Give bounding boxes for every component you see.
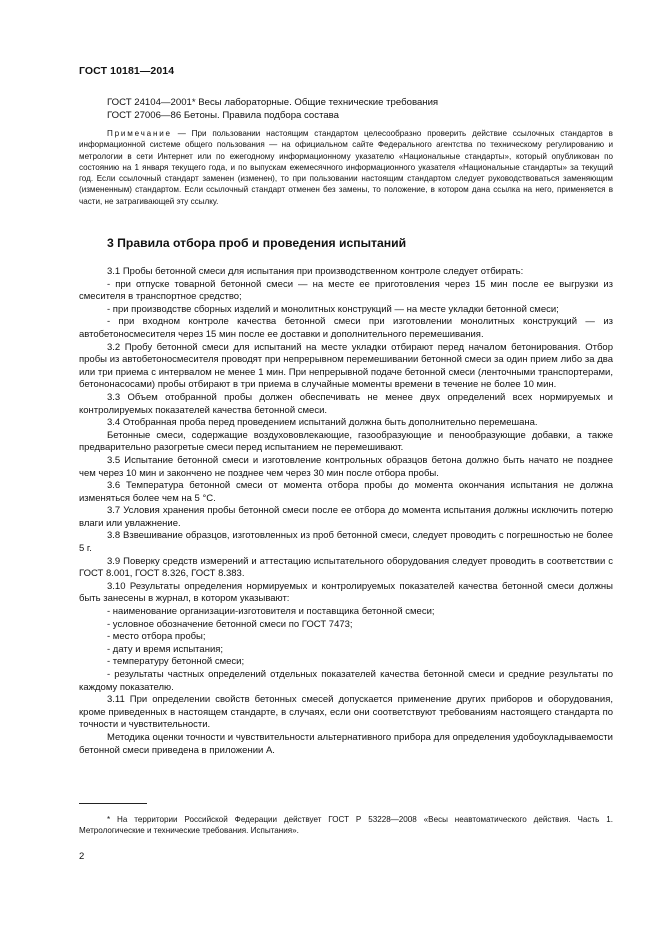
reference-item: ГОСТ 24104—2001* Весы лабораторные. Общие технические требования [107,97,439,108]
paragraph: Методика оценки точности и чувствительности альтернативного прибора для определения удобоукладываемости бетонной смеси приведена в приложении А. [79,731,613,756]
normative-references [107,96,438,122]
list-item: - наименование организации-изготовителя и поставщика бетонной смеси; [107,606,435,618]
page-number: 2 [79,851,85,862]
list-item: - температуру бетонной смеси; [107,656,245,668]
paragraph: 3.2 Пробу бетонной смеси для испытаний на месте укладки отбирают перед началом бетонирования. Отбор пробы из автобетоносмесителя проводят при непрерывном перемешивании бетонной смеси за один прием либо за два или три приема с интервалом не менее 1 мин. При непрерывной подаче бетонной смеси (ленточными транспортерами, бетононасосами) пробы отбирают в три приема в случайные моменты времени в течение не более 10 мин. [79,341,613,391]
paragraph: 3.6 Температура бетонной смеси от момента отбора пробы до момента окончания испытания не должна изменяться более чем на 5 °С. [79,480,613,504]
paragraph: 3.3 Объем отобранной пробы должен обеспечивать не менее двух определений всех нормируемых и контролируемых показателей качества бетонной смеси. [79,391,613,416]
list-item: - условное обозначение бетонной смеси по ГОСТ 7473; [107,618,353,630]
paragraph: 3.9 Поверку средств измерений и аттестацию испытательного оборудования следует проводить в соответствии с ГОСТ 8.001, ГОСТ 8.326, ГОСТ 8.383. [79,555,613,580]
list-item: - место отбора пробы; [107,631,206,643]
footnote: * На территории Российской Федерации действует ГОСТ Р 53228—2008 «Весы неавтоматического действия. Часть 1. Метрологические и технические требования. Испытания». [79,815,613,836]
paragraph: Бетонные смеси, содержащие воздухововлекающие, газообразующие и пенообразующие добавки, а также предварительно разогретые смеси перед испытанием не перемешивают. [79,429,613,454]
paragraph: 3.11 При определении свойств бетонных смесей допускается применение других приборов и оборудования, кроме приведенных в настоящем стандарте, в случаях, если они соответствуют требованиям настоящего стандарта по точности и чувствительности. [79,694,613,731]
footnote-divider [79,803,147,804]
paragraph: 3.8 Взвешивание образцов, изготовленных из проб бетонной смеси, следует проводить с погрешностью не более 5 г. [79,530,613,555]
paragraph: 3.7 Условия хранения пробы бетонной смеси после ее отбора до момента испытания должны исключить потерю влаги или увлажнение. [79,505,613,529]
paragraph: 3.4 Отобранная проба перед проведением испытаний должна быть дополнительно перемешана. [107,417,538,429]
list-item: - результаты частных определений отдельных показателей качества бетонной смеси и средние результаты по каждому показателю. [79,669,613,693]
paragraph: 3.1 Пробы бетонной смеси для испытания при производственном контроле следует отбирать: [107,266,524,277]
note-text: — При пользовании настоящим стандартом целесообразно проверить действие ссылочных стандартов в информационной системе общего пользования — на официальном сайте Федерального агентства по техническому регулированию и метрологии в сети Интернет или по ежегодному информационному указателю «Национальные стандарты», который опубликован по состоянию на 1 января текущего года, и по выпускам ежемесячного информационного указателя «Национальные стандарты» за текущий год. Если ссылочный стандарт заменен (изменен), то при пользовании настоящим стандартом следует руководствоваться заменяющим (измененным) стандартом. Если ссылочный стандарт отменен без замены, то положение, в котором дана ссылка на него, применяется в части, не затрагивающей эту ссылку. [79,129,613,206]
section-heading: 3 Правила отбора проб и проведения испытаний [107,236,407,250]
paragraph: 3.10 Результаты определения нормируемых и контролируемых показателей качества бетонной смеси должны быть занесены в журнал, в котором указывают: [79,580,613,605]
list-item: - дату и время испытания; [107,643,224,655]
running-header: ГОСТ 10181—2014 [79,65,175,77]
paragraph: 3.5 Испытание бетонной смеси и изготовление контрольных образцов бетона должно быть начато не позднее чем через 10 мин и закончено не позднее чем через 30 мин после отбора пробы. [79,454,613,479]
note-paragraph [79,128,613,207]
section-body [79,266,613,757]
paragraph: - при производстве сборных изделий и монолитных конструкций — на месте укладки бетонной смеси; [107,303,559,315]
note-label: Примечание [107,129,172,138]
reference-item: ГОСТ 27006—86 Бетоны. Правила подбора состава [107,110,340,121]
paragraph: - при входном контроле качества бетонной смеси при изготовлении монолитных конструкций — из автобетоносмесителя через 15 мин после ее доставки и дополнительного перемешивания. [79,316,613,340]
paragraph: - при отпуске товарной бетонной смеси — на месте ее приготовления через 15 мин после ее выгрузки из смесителя в транспортное средство; [79,278,613,303]
